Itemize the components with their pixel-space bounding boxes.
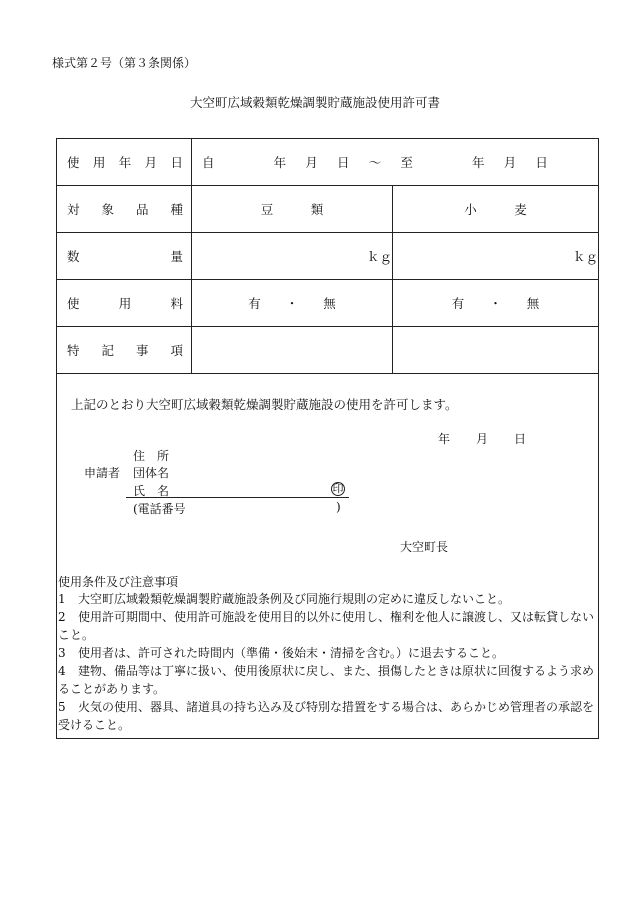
- condition-number: 3: [58, 646, 66, 660]
- date-year: 年: [273, 155, 287, 170]
- remarks-beans-field[interactable]: [192, 327, 393, 374]
- quantity-beans-field[interactable]: ｋｇ: [192, 233, 393, 280]
- condition-item: [58, 590, 596, 608]
- label-char: 記: [101, 343, 114, 358]
- condition-number: 5: [58, 700, 66, 714]
- condition-number: 4: [58, 664, 66, 678]
- date-from: 自: [202, 155, 215, 170]
- issue-year: 年: [438, 432, 451, 446]
- date-month: 月: [503, 155, 517, 170]
- fee-wheat-option[interactable]: 有 ・ 無: [393, 280, 599, 327]
- date-to: 至: [400, 155, 413, 170]
- usage-date-field[interactable]: [192, 139, 599, 186]
- label-quantity: [57, 233, 192, 280]
- condition-text: 火気の使用、器具、諸道具の持ち込み及び特別な措置をする場合は、あらかじめ管理者の承認を受けること。: [58, 700, 595, 732]
- label-char: 日: [170, 155, 183, 170]
- permission-statement: 上記のとおり大空町広域穀類乾燥調製貯蔵施設の使用を許可します。: [71, 397, 458, 412]
- quantity-wheat-field[interactable]: ｋｇ: [393, 233, 599, 280]
- issue-month: 月: [476, 432, 489, 446]
- issue-date: [438, 430, 526, 447]
- label-char: 対: [67, 202, 80, 217]
- label-char: 使: [67, 155, 80, 170]
- group-name-label: 団体名: [133, 466, 170, 480]
- crop-beans: 豆 類: [192, 186, 393, 233]
- condition-item: [58, 644, 596, 662]
- label-char: 月: [144, 155, 158, 170]
- condition-item: [58, 698, 596, 734]
- address-label: 住 所: [133, 449, 170, 463]
- label-char: 使: [67, 296, 80, 311]
- fee-beans-option[interactable]: 有 ・ 無: [192, 280, 393, 327]
- date-day: 日: [535, 155, 548, 170]
- label-char: 量: [170, 249, 183, 264]
- date-month: 月: [305, 155, 318, 170]
- form-number: 様式第２号（第３条関係）: [52, 56, 197, 70]
- label-char: 種: [170, 202, 183, 217]
- date-tilde: 〜: [368, 155, 382, 170]
- label-char: 項: [170, 343, 183, 358]
- seal-mark: 印: [332, 482, 344, 495]
- label-char: 象: [101, 202, 114, 217]
- remarks-wheat-field[interactable]: [393, 327, 599, 374]
- date-year: 年: [472, 155, 485, 170]
- table-row: [57, 186, 598, 233]
- issuer-title: 大空町長: [400, 540, 449, 554]
- conditions-title: 使用条件及び注意事項: [58, 575, 179, 589]
- label-char: 用: [118, 296, 132, 311]
- condition-item: [58, 662, 596, 698]
- document-title: 大空町広域穀類乾燥調製貯蔵施設使用許可書: [189, 95, 440, 110]
- condition-item: [58, 608, 596, 644]
- label-char: 事: [135, 343, 149, 358]
- label-usage-date: [57, 139, 192, 186]
- label-fee: [57, 280, 192, 327]
- permit-table: [57, 139, 598, 374]
- label-char: 年: [118, 155, 132, 170]
- condition-number: 1: [58, 592, 66, 606]
- label-char: 特: [67, 343, 80, 358]
- table-row: [57, 327, 598, 374]
- signature-line: [126, 497, 349, 498]
- table-row: [57, 280, 598, 327]
- condition-number: 2: [58, 610, 66, 624]
- condition-text: 使用者は、許可された時間内（準備・後始末・清掃を含む。）に退去すること。: [78, 646, 505, 660]
- phone-label: (電話番号: [133, 502, 186, 516]
- label-char: 用: [92, 155, 106, 170]
- table-row: [57, 139, 598, 186]
- issue-day: 日: [514, 432, 527, 446]
- condition-text: 大空町広域穀類乾燥調製貯蔵施設条例及び同施行規則の定めに違反しないこと。: [78, 592, 511, 606]
- label-remarks: [57, 327, 192, 374]
- crop-wheat: 小 麦: [393, 186, 599, 233]
- date-day: 日: [337, 155, 350, 170]
- label-char: 品: [135, 202, 149, 217]
- name-label: 氏 名: [133, 484, 170, 498]
- label-char: 数: [67, 249, 80, 264]
- condition-text: 建物、備品等は丁寧に扱い、使用後原状に戻し、また、損傷したときは原状に回復するよう求めることがあります。: [58, 664, 595, 696]
- condition-text: 使用許可期間中、使用許可施設を使用目的以外に使用し、権利を他人に譲渡し、又は転貸しないこと。: [58, 610, 595, 642]
- label-char: 料: [170, 296, 183, 311]
- phone-close-paren: ): [336, 500, 341, 514]
- label-crop-type: [57, 186, 192, 233]
- applicant-label: 申請者: [84, 466, 121, 480]
- table-row: [57, 233, 598, 280]
